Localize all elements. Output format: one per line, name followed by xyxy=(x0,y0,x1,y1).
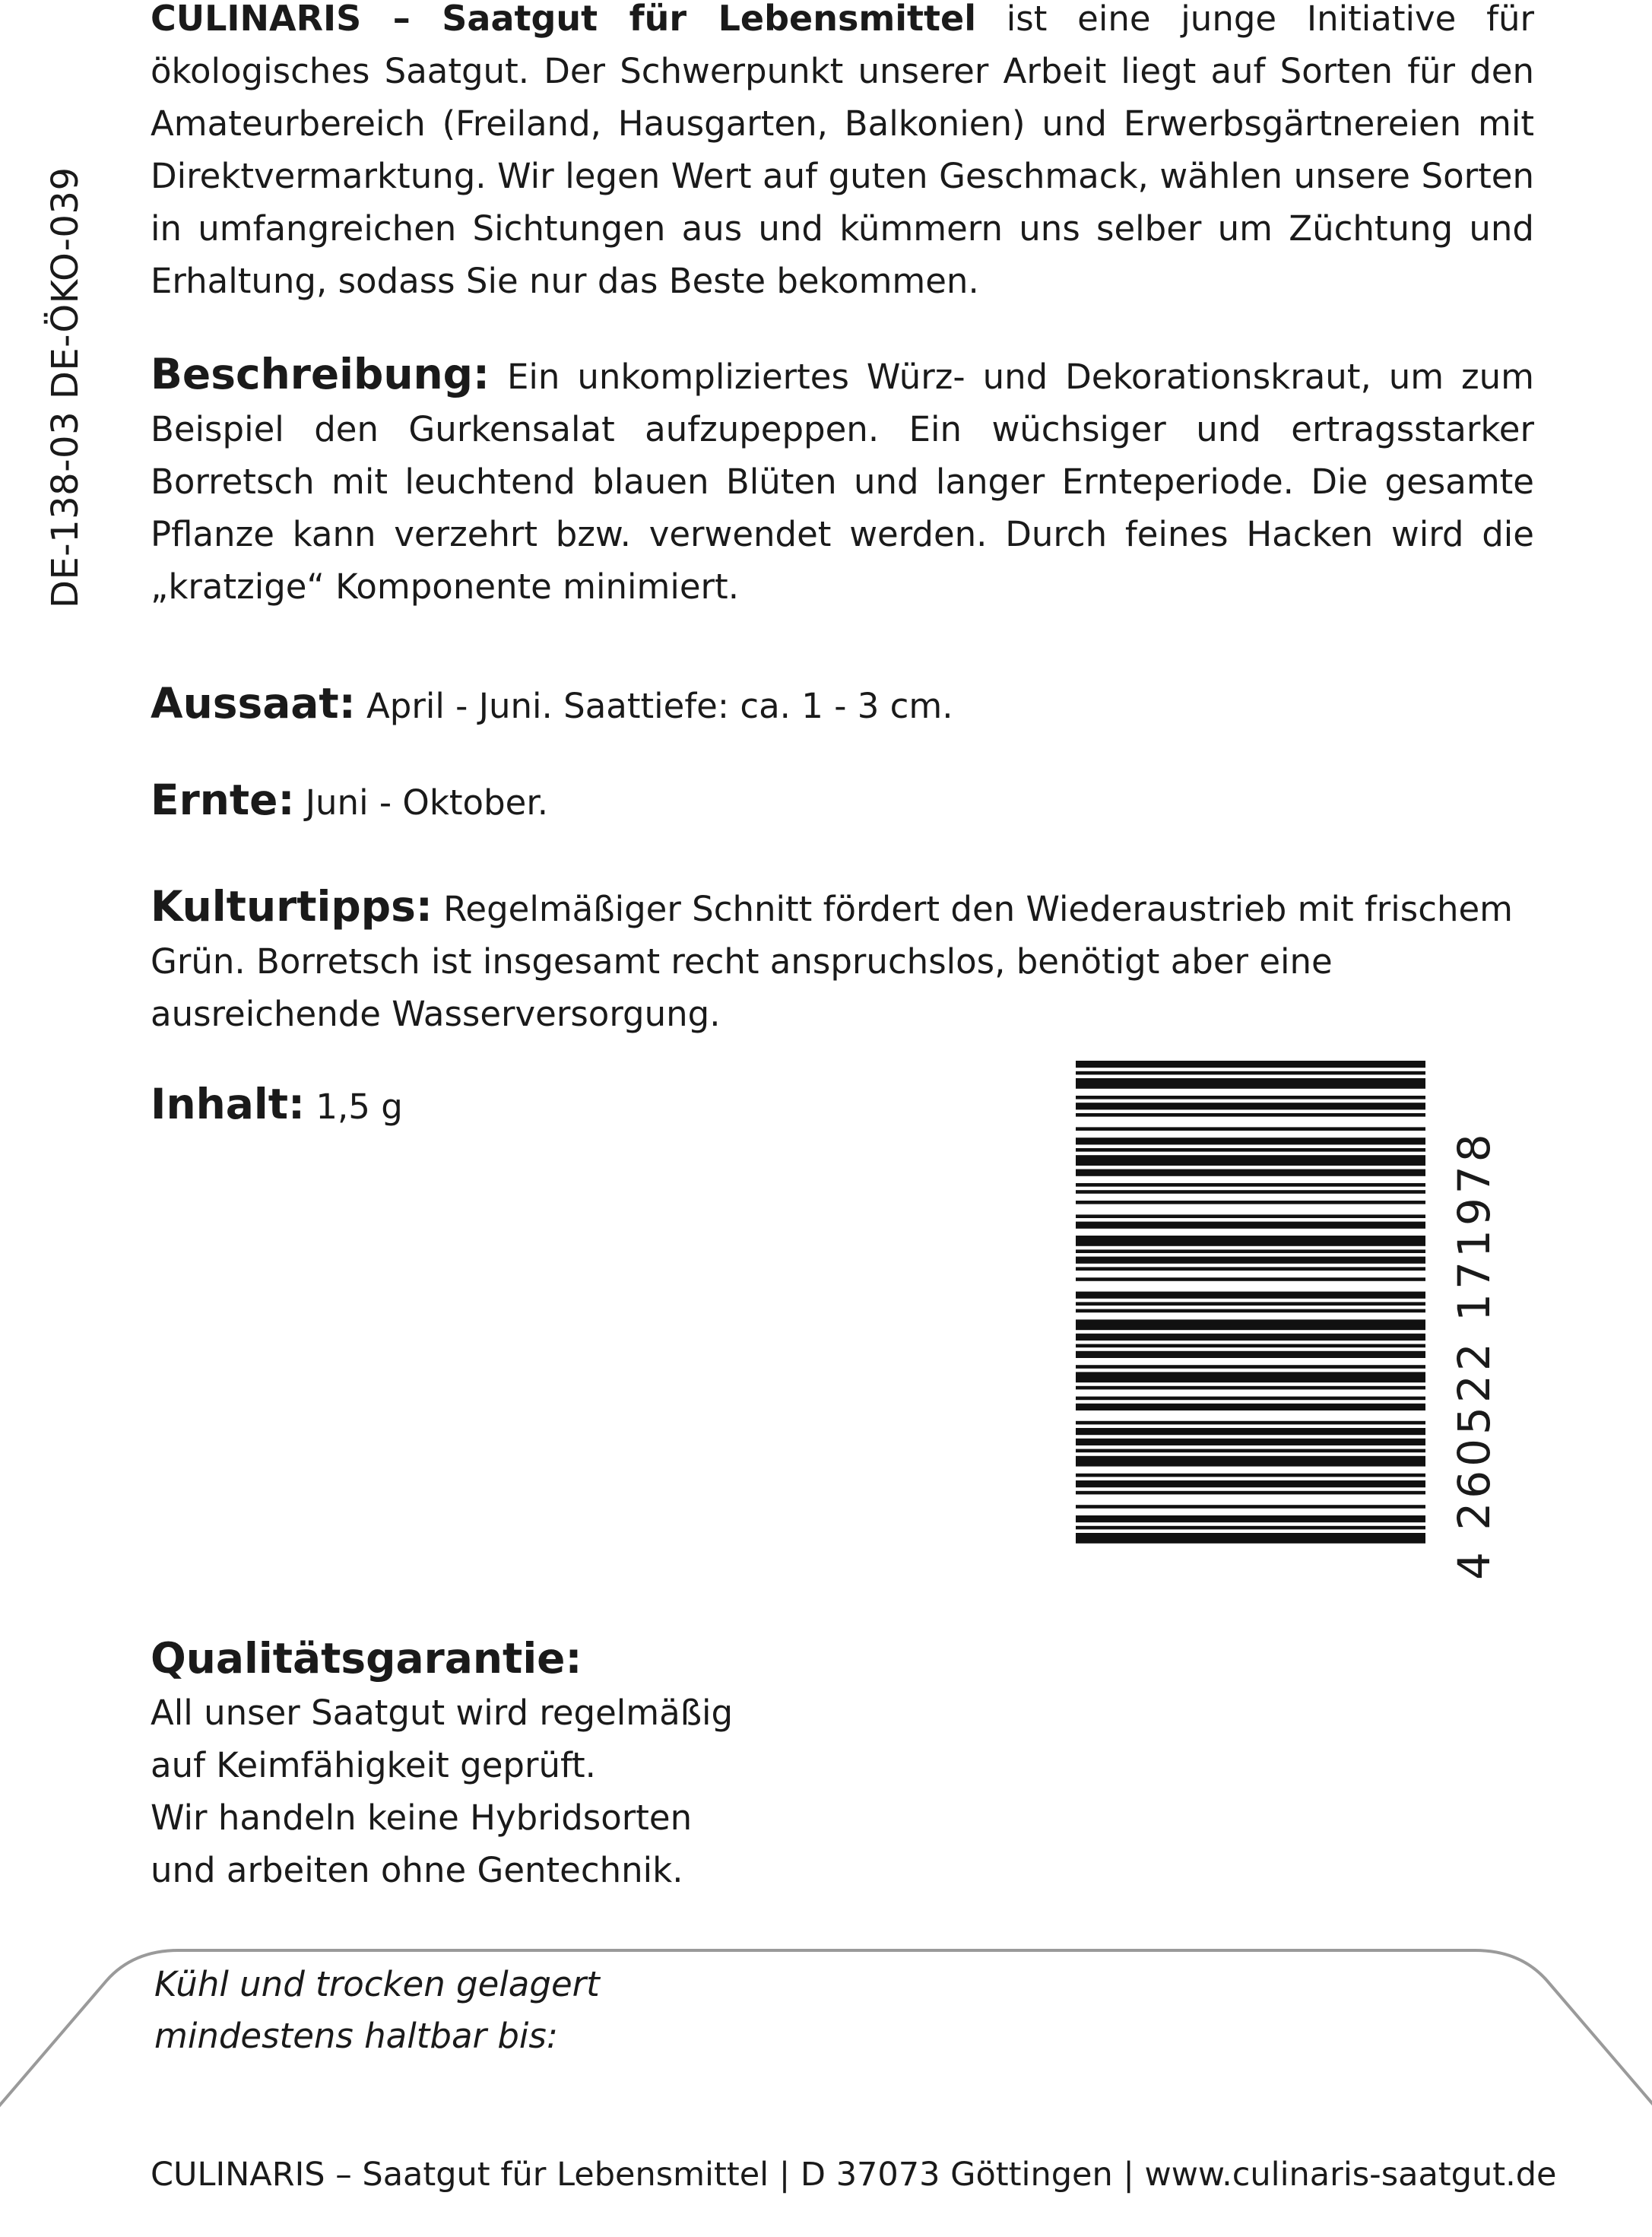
barcode-bar xyxy=(1076,1386,1425,1390)
cultivation-text: Regelmäßiger Schnitt fördert den Wiederaustrieb mit frischem Grün. Borretsch ist insgesamt recht anspruchslos, benötigt aber eine ausreichende Wasserversorgung. xyxy=(151,889,1514,1034)
barcode-bar xyxy=(1076,1071,1425,1075)
quality-line: All unser Saatgut wird regelmäßig xyxy=(151,1693,734,1733)
barcode-bar xyxy=(1076,1456,1425,1467)
barcode-bar xyxy=(1076,1061,1425,1068)
sowing-text: April - Juni. Saattiefe: ca. 1 - 3 cm. xyxy=(355,686,953,726)
barcode-bar xyxy=(1076,1480,1425,1487)
cultivation-label: Kulturtipps: xyxy=(151,882,433,931)
barcode-bar xyxy=(1076,1214,1425,1218)
barcode-bar xyxy=(1076,1439,1425,1445)
barcode-bar xyxy=(1076,1515,1425,1522)
barcode-bar xyxy=(1076,1372,1425,1382)
barcode-bar xyxy=(1076,1222,1425,1229)
barcode-bar xyxy=(1076,1169,1425,1176)
harvest-label: Ernte: xyxy=(151,776,295,824)
barcode-bar xyxy=(1076,1249,1425,1253)
brand-name: CULINARIS – Saatgut für Lebensmittel xyxy=(151,0,976,39)
harvest-info xyxy=(151,776,548,824)
barcode-bar xyxy=(1076,1491,1425,1495)
barcode-bar xyxy=(1076,1302,1425,1306)
barcode-bar xyxy=(1076,1096,1425,1099)
barcode-bar xyxy=(1076,1138,1425,1144)
intro-text: ist eine junge Initiative für ökologisches Saatgut. Der Schwerpunkt unserer Arbeit liegt auf Sorten für den Amateurbereich (Freiland, Hausgarten, Balkonien) und Erwerbsgärtnereien mit Direktvermarktung. Wir legen Wert auf guten Geschmack, wählen unsere Sorten in umfangreichen Sichtungen aus und kümmern uns selber um Züchtung und Erhaltung, sodass Sie nur das Beste bekommen. xyxy=(151,0,1534,301)
barcode-bar xyxy=(1076,1334,1425,1341)
barcode-bar xyxy=(1076,1201,1425,1204)
certification-code: DE-138-03 DE-ÖKO-039 xyxy=(44,167,87,608)
barcode-bar xyxy=(1076,1257,1425,1264)
barcode-bar xyxy=(1076,1351,1425,1358)
description-label: Beschreibung: xyxy=(151,350,490,398)
barcode-bar xyxy=(1076,1190,1425,1194)
barcode-bar xyxy=(1076,1267,1425,1271)
barcode-bar xyxy=(1076,1155,1425,1166)
sowing-info xyxy=(151,679,953,728)
barcode-bar xyxy=(1076,1397,1425,1401)
barcode-bar xyxy=(1076,1505,1425,1509)
quality-line: Wir handeln keine Hybridsorten xyxy=(151,1798,693,1838)
cultivation-tips xyxy=(151,881,1534,1040)
barcode-bar xyxy=(1076,1292,1425,1299)
barcode-bar xyxy=(1076,1344,1425,1348)
harvest-text: Juni - Oktober. xyxy=(294,782,548,823)
barcode-bar xyxy=(1076,1277,1425,1281)
barcode-bar xyxy=(1076,1103,1425,1109)
sowing-label: Aussaat: xyxy=(151,679,356,728)
barcode-bar xyxy=(1076,1421,1425,1425)
barcode-bar xyxy=(1076,1533,1425,1544)
barcode-bar xyxy=(1076,1148,1425,1152)
barcode xyxy=(1076,1061,1441,1544)
quality-line: und arbeiten ohne Gentechnik. xyxy=(151,1850,683,1890)
description-text: Ein unkompliziertes Würz- und Dekorationskraut, um zum Beispiel den Gurkensalat aufzupeppen. Ein wüchsiger und ertragsstarker Borretsch mit leuchtend blauen Blüten und langer Ernteperiode. Die gesamte Pflanze kann verzehrt bzw. verwendet werden. Durch feines Hacken wird die „kratzige“ Komponente minimiert. xyxy=(151,357,1534,607)
barcode-bar xyxy=(1076,1236,1425,1246)
intro-paragraph xyxy=(151,0,1534,307)
barcode-bar xyxy=(1076,1404,1425,1410)
barcode-digits: 4 260522 171978 xyxy=(1448,1130,1500,1580)
footer-address: CULINARIS – Saatgut für Lebensmittel | D 37073 Göttingen | www.culinaris-saatgut.de xyxy=(151,2156,1557,2194)
description-paragraph xyxy=(151,348,1534,613)
barcode-bar xyxy=(1076,1428,1425,1435)
barcode-bar xyxy=(1076,1127,1425,1131)
content-info xyxy=(151,1080,403,1128)
storage-note xyxy=(154,1959,600,2062)
content-text: 1,5 g xyxy=(305,1087,403,1127)
barcode-bar xyxy=(1076,1078,1425,1089)
barcode-bar xyxy=(1076,1319,1425,1330)
barcode-bar xyxy=(1076,1449,1425,1453)
barcode-bar xyxy=(1076,1526,1425,1530)
quality-line: auf Keimfähigkeit geprüft. xyxy=(151,1745,596,1785)
quality-guarantee xyxy=(151,1633,733,1896)
quality-title: Qualitätsgarantie: xyxy=(151,1634,582,1683)
barcode-bar xyxy=(1076,1474,1425,1477)
content-label: Inhalt: xyxy=(151,1080,306,1128)
barcode-bar xyxy=(1076,1365,1425,1369)
storage-line-1: Kühl und trocken gelagert xyxy=(154,1964,600,2004)
storage-line-2: mindestens haltbar bis: xyxy=(154,2016,559,2056)
barcode-bar xyxy=(1076,1113,1425,1117)
barcode-bar xyxy=(1076,1309,1425,1313)
barcode-bar xyxy=(1076,1183,1425,1187)
